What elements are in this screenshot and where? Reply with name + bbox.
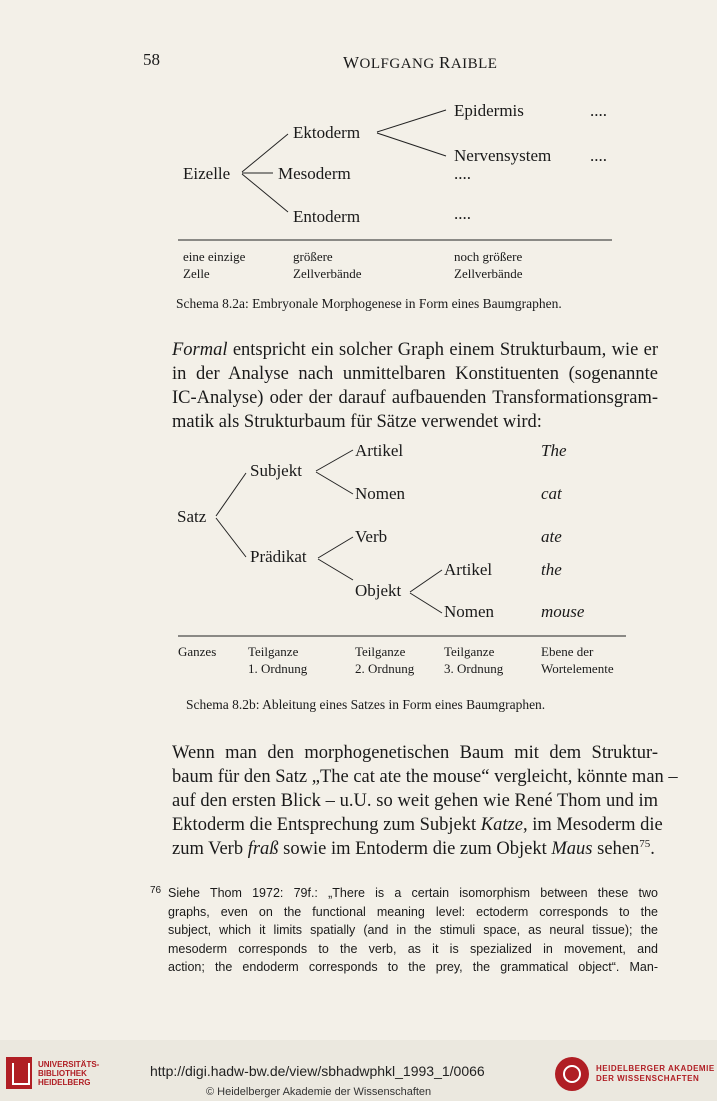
node-praedikat: Prädikat	[250, 547, 307, 566]
node-mesoderm: Mesoderm	[278, 164, 351, 183]
level-b-1-line1: Ganzes	[178, 644, 217, 659]
paragraph-1	[172, 338, 658, 434]
university-library-logo[interactable]: UNIVERSITÄTS- BIBLIOTHEK HEIDELBERG	[6, 1057, 99, 1089]
dots-nervensystem: ....	[590, 146, 607, 165]
permalink-url[interactable]: http://digi.hadw-bw.de/view/sbhadwphkl_1993_1/0066	[150, 1063, 485, 1079]
node-nomen-2: Nomen	[444, 602, 495, 621]
footnote-number: 76	[150, 885, 162, 896]
edge-satz-praedikat	[216, 518, 246, 557]
edge-praedikat-verb	[318, 537, 353, 558]
footnote-line: action; the endoderm corresponds to the prey, the grammatical object“. Man-	[168, 960, 658, 974]
copyright-notice: © Heidelberger Akademie der Wissenschaften	[206, 1086, 432, 1098]
node-artikel-1: Artikel	[355, 441, 404, 460]
node-artikel-2: Artikel	[444, 560, 493, 579]
level-b-5-line1: Ebene der	[541, 644, 594, 659]
level-a-3-line1: noch größere	[454, 249, 523, 264]
word-ate: ate	[541, 527, 562, 546]
edge-satz-subjekt	[216, 473, 246, 516]
node-eizelle: Eizelle	[183, 164, 231, 183]
node-satz: Satz	[177, 507, 207, 526]
node-nervensystem: Nervensystem	[454, 146, 552, 165]
paragraph-2-line: Ektoderm die Entsprechung zum Subjekt Katze, im Mesoderm die	[172, 815, 663, 835]
paragraph-2-line: zum Verb fraß sowie im Entoderm die zum Objekt Maus sehen$^{75}$.	[172, 837, 655, 859]
footnote-line: subject, which it limits spatially (and in the stimuli space, as neural tissue); the	[168, 923, 658, 937]
edge-subjekt-nomen	[316, 472, 353, 494]
dots-entoderm: ....	[454, 204, 471, 223]
academy-seal-icon	[555, 1057, 589, 1091]
level-b-3-line1: Teilganze	[355, 644, 406, 659]
paragraph-2-line: Wenn man den morphogenetischen Baum mit dem Struktur-	[172, 743, 658, 763]
word-cat: cat	[541, 484, 562, 503]
node-entoderm: Entoderm	[293, 207, 361, 226]
node-objekt: Objekt	[355, 581, 402, 600]
paragraph-2-line: auf den ersten Blick – u.U. so weit gehen wie René Thom und im	[172, 791, 658, 811]
paragraph-1-line: IC-Analyse) oder der darauf aufbauenden Transformationsgram-	[172, 388, 658, 408]
word-the-1: The	[541, 441, 567, 460]
node-epidermis: Epidermis	[454, 101, 524, 120]
page-number: 58	[143, 50, 160, 69]
edge-ektoderm-nervensystem	[377, 133, 446, 156]
node-verb: Verb	[355, 527, 388, 546]
footnote-line: mesoderm corresponds to the verb, as it is spezialized in movement, and	[168, 941, 658, 956]
paragraph-1-line: matik als Strukturbaum für Sätze verwendet wird:	[172, 412, 542, 432]
footnote	[150, 884, 658, 977]
dots-mesoderm: ....	[454, 164, 471, 183]
running-head-author: WOLFGANG RAIBLE	[343, 53, 498, 72]
footnote-reference: 75	[639, 837, 651, 850]
library-logo-icon	[6, 1057, 32, 1089]
edge-objekt-artikel	[410, 570, 442, 592]
word-the-2: the	[541, 560, 562, 579]
level-b-5-line2: Wortelemente	[541, 661, 614, 676]
level-a-3-line2: Zellverbände	[454, 266, 523, 281]
edge-praedikat-objekt	[318, 559, 353, 580]
viewer-footer	[0, 1040, 717, 1101]
level-b-4-line2: 3. Ordnung	[444, 661, 504, 676]
word-mouse: mouse	[541, 602, 585, 621]
paragraph-2	[172, 741, 678, 861]
dots-epidermis: ....	[590, 101, 607, 120]
level-b-4-line1: Teilganze	[444, 644, 495, 659]
level-a-1-line2: Zelle	[183, 266, 210, 281]
paragraph-2-line: baum für den Satz „The cat ate the mouse“ vergleicht, könnte man –	[172, 767, 678, 787]
level-b-2-line1: Teilganze	[248, 644, 299, 659]
paragraph-1-line: in der Analyse nach unmittelbaren Konstituenten (sogenannte	[172, 364, 658, 384]
caption-schema-a: Schema 8.2a: Embryonale Morphogenese in Form eines Baumgraphen.	[176, 296, 562, 311]
node-ektoderm: Ektoderm	[293, 123, 361, 142]
edge-ektoderm-epidermis	[377, 110, 446, 132]
level-a-1-line1: eine einzige	[183, 249, 246, 264]
level-a-2-line1: größere	[293, 249, 333, 264]
node-nomen-1: Nomen	[355, 484, 406, 503]
footnote-line: graphs, even on the functional meaning level: ectoderm corresponds to the	[168, 904, 658, 919]
paragraph-1-line: Formal entspricht ein solcher Graph einem Strukturbaum, wie er	[172, 340, 658, 360]
level-b-2-line2: 1. Ordnung	[248, 661, 308, 676]
caption-schema-b: Schema 8.2b: Ableitung eines Satzes in Form eines Baumgraphen.	[186, 697, 546, 712]
footnote-line: Siehe Thom 1972: 79f.: „There is a certain isomorphism between these two	[168, 886, 658, 900]
edge-objekt-nomen	[410, 593, 442, 613]
edge-subjekt-artikel	[316, 450, 353, 471]
level-b-3-line2: 2. Ordnung	[355, 661, 415, 676]
level-a-2-line2: Zellverbände	[293, 266, 362, 281]
node-subjekt: Subjekt	[250, 461, 302, 480]
academy-logo[interactable]: HEIDELBERGER AKADEMIE DER WISSENSCHAFTEN	[555, 1057, 715, 1091]
